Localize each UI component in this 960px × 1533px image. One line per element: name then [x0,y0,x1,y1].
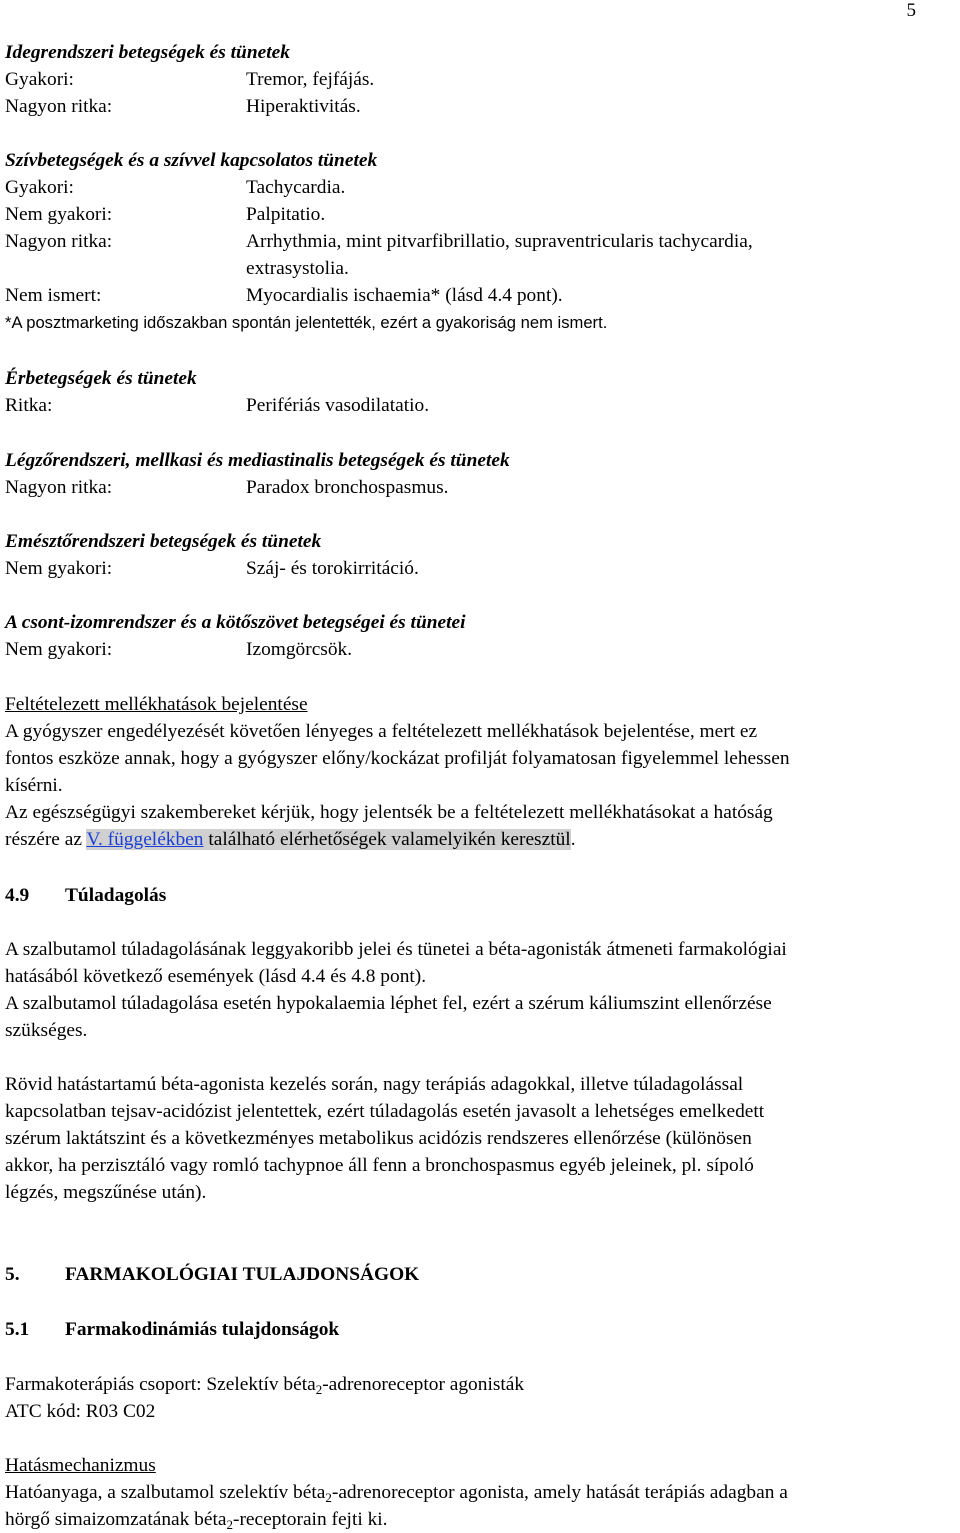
footnote: *A posztmarketing időszakban spontán jelentették, ezért a gyakoriság nem ismert. [5,313,608,332]
paragraph-line: fontos eszköze annak, hogy a gyógyszer előny/kockázat profilját folyamatosan figyelemmel lehessen [5,748,790,769]
table-row [5,393,429,419]
section-heading-respiratory: Légzőrendszeri, mellkasi és mediastinalis betegségek és tünetek [5,450,510,471]
table-row [5,175,345,201]
text-span: -adrenoreceptor agonisták [322,1374,525,1395]
section-number: 5. [5,1264,20,1285]
highlighted-text: található elérhetőségek valamelyikén keresztül [203,829,571,850]
section-title: Túladagolás [65,885,167,906]
appendix-link[interactable]: V. függelékben [86,829,204,850]
row-label: Ritka: [5,395,53,416]
row-label: Nagyon ritka: [5,477,113,498]
table-row [5,202,325,228]
row-value: Hiperaktivitás. [246,96,361,117]
row-value: Myocardialis ischaemia* (lásd 4.4 pont). [246,285,563,306]
row-label: Nagyon ritka: [5,231,113,252]
row-label: Gyakori: [5,177,74,198]
row-label: Nagyon ritka: [5,96,113,117]
section-heading-cardiac: Szívbetegségek és a szívvel kapcsolatos tünetek [5,150,378,171]
paragraph-line [5,1480,788,1506]
table-row [5,229,753,255]
paragraph-line: A szalbutamol túladagolásának leggyakoribb jelei és tünetei a béta-agonisták átmeneti farmakológiai [5,939,787,960]
text-span: részére az [5,829,87,850]
section-title: Farmakodinámiás tulajdonságok [65,1319,340,1340]
section-heading-gastro: Emésztőrendszeri betegségek és tünetek [5,531,322,552]
row-value: Palpitatio. [246,204,326,225]
section-heading-5 [5,1262,419,1288]
paragraph-line: kapcsolatban tejsav-acidózist jelentettek, ezért túladagolás esetén javasolt a lehetséges emelkedett [5,1101,765,1122]
table-row [5,556,419,582]
text-span: -receptorain fejti ki. [232,1509,388,1530]
paragraph-line: akkor, ha perzisztáló vagy romló tachypnoe áll fenn a bronchospasmus egyéb jeleinek, pl. sípoló [5,1155,754,1176]
section-number: 4.9 [5,885,30,906]
table-row [5,475,449,501]
text-span: Hatóanyaga, a szalbutamol szelektív béta [5,1482,326,1503]
paragraph-line: A szalbutamol túladagolása esetén hypokalaemia léphet fel, ezért a szérum káliumszint ellenőrzése [5,993,772,1014]
table-row [5,67,374,93]
table-row [5,94,361,120]
paragraph-line: Az egészségügyi szakembereket kérjük, hogy jelentsék be a feltételezett mellékhatásokat a hatóság [5,802,773,823]
table-row [5,637,352,663]
paragraph-line: kísérni. [5,775,63,796]
reporting-heading: Feltételezett mellékhatások bejelentése [5,694,308,715]
section-heading-5-1 [5,1317,339,1343]
paragraph-line: Rövid hatástartamú béta-agonista kezelés során, nagy terápiás adagokkal, illetve túladagolással [5,1074,744,1095]
row-value: Arrhythmia, mint pitvarfibrillatio, supraventricularis tachycardia, [246,231,753,252]
pharm-group-line [5,1372,524,1398]
subscript: 2 [325,1490,332,1505]
table-row-continuation [5,256,349,282]
paragraph-line: szükséges. [5,1020,88,1041]
subscript: 2 [315,1382,323,1397]
section-heading-neuro: Idegrendszeri betegségek és tünetek [5,42,290,63]
row-label: Nem gyakori: [5,639,113,660]
section-number: 5.1 [5,1319,30,1340]
row-value: Paradox bronchospasmus. [246,477,449,498]
row-value: Perifériás vasodilatatio. [246,395,430,416]
mechanism-heading: Hatásmechanizmus [5,1455,156,1476]
row-value: Tachycardia. [246,177,346,198]
section-heading-musculo: A csont-izomrendszer és a kötőszövet betegségei és tünetei [5,612,466,633]
page-number: 5 [906,0,916,21]
row-label: Gyakori: [5,69,74,90]
paragraph-line: légzés, megszűnése után). [5,1182,207,1203]
atc-code: ATC kód: R03 C02 [5,1401,156,1422]
row-label: Nem ismert: [5,285,102,306]
row-label: Nem gyakori: [5,558,113,579]
text-span: Farmakoterápiás csoport: Szelektív béta [5,1374,316,1395]
table-row [5,283,563,309]
text-span: hörgő simaizomzatának béta [5,1509,227,1530]
section-heading-overdose [5,883,166,909]
section-title: FARMAKOLÓGIAI TULAJDONSÁGOK [65,1264,420,1285]
subscript: 2 [226,1517,233,1532]
paragraph-line: A gyógyszer engedélyezését követően lényeges a feltételezett mellékhatások bejelentése, mert ez [5,721,758,742]
text-span: -adrenoreceptor agonista, amely hatását terápiás adagban a [331,1482,788,1503]
row-value: Tremor, fejfájás. [246,69,375,90]
paragraph-line: szérum laktátszint és a következményes metabolikus acidózis rendszeres ellenőrzése (különösen [5,1128,752,1149]
row-value: Izomgörcsök. [246,639,353,660]
row-label: Nem gyakori: [5,204,113,225]
paragraph-line [5,1507,388,1533]
section-heading-vascular: Érbetegségek és tünetek [5,368,197,389]
text-span: . [570,829,576,850]
row-value: Száj- és torokirritáció. [246,558,419,579]
paragraph-line: hatásából következő események (lásd 4.4 és 4.8 pont). [5,966,427,987]
paragraph-line [5,827,576,853]
row-value: extrasystolia. [246,258,349,279]
